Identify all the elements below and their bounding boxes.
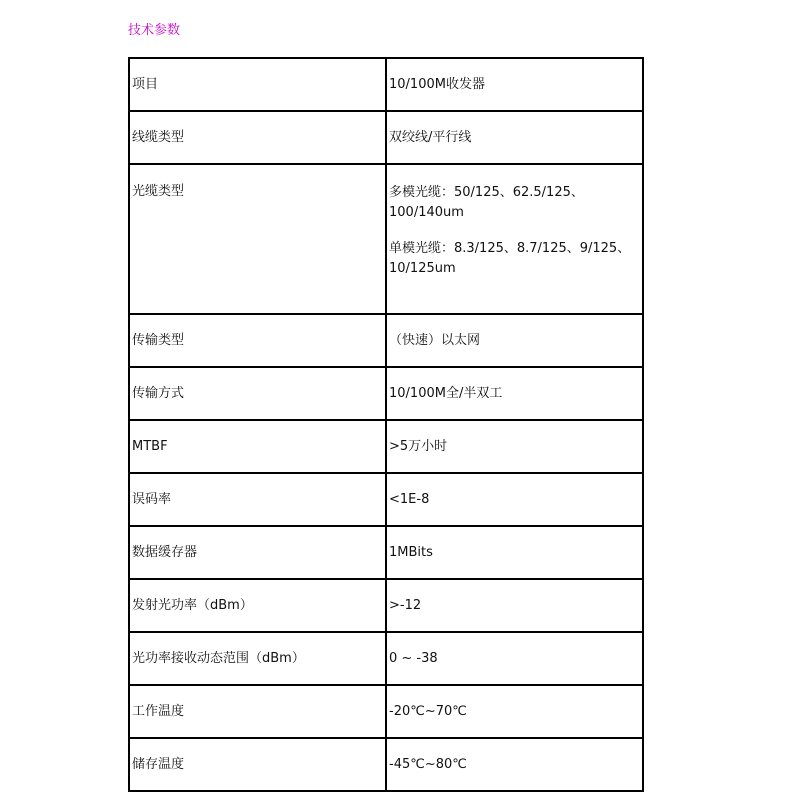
row-label: 光缆类型	[129, 164, 386, 314]
row-label: 数据缓存器	[129, 526, 386, 579]
table-row	[129, 420, 643, 473]
table-row	[129, 367, 643, 420]
row-value: >-12	[386, 579, 643, 632]
row-label: 光功率接收动态范围（dBm）	[129, 632, 386, 685]
table-header-row	[129, 58, 643, 111]
row-value: 双绞线/平行线	[386, 111, 643, 164]
row-value: <1E-8	[386, 473, 643, 526]
row-label: 工作温度	[129, 685, 386, 738]
section-heading: 技术参数	[128, 23, 181, 38]
table-row	[129, 738, 643, 791]
row-value: 1MBits	[386, 526, 643, 579]
row-value	[386, 164, 643, 314]
table-row	[129, 579, 643, 632]
row-label: 传输方式	[129, 367, 386, 420]
spec-table	[128, 57, 644, 792]
row-value: >5万小时	[386, 420, 643, 473]
row-value-paragraph: 单模光缆：8.3/125、8.7/125、9/125、10/125um	[389, 241, 631, 276]
row-value: -20℃~70℃	[386, 685, 643, 738]
table-row	[129, 314, 643, 367]
table-row	[129, 632, 643, 685]
table-header-label: 项目	[129, 58, 386, 111]
row-label: 储存温度	[129, 738, 386, 791]
row-label: 误码率	[129, 473, 386, 526]
table-row	[129, 111, 643, 164]
row-label: 传输类型	[129, 314, 386, 367]
table-row	[129, 526, 643, 579]
row-value: （快速）以太网	[386, 314, 643, 367]
table-row	[129, 164, 643, 314]
row-value: -45℃~80℃	[386, 738, 643, 791]
table-header-value: 10/100M收发器	[386, 58, 643, 111]
row-label: 发射光功率（dBm）	[129, 579, 386, 632]
row-value: 0 ~ -38	[386, 632, 643, 685]
row-label: 线缆类型	[129, 111, 386, 164]
row-label: MTBF	[129, 420, 386, 473]
table-row	[129, 685, 643, 738]
row-value-paragraph: 多模光缆：50/125、62.5/125、100/140um	[389, 185, 584, 220]
table-row	[129, 473, 643, 526]
row-value: 10/100M全/半双工	[386, 367, 643, 420]
